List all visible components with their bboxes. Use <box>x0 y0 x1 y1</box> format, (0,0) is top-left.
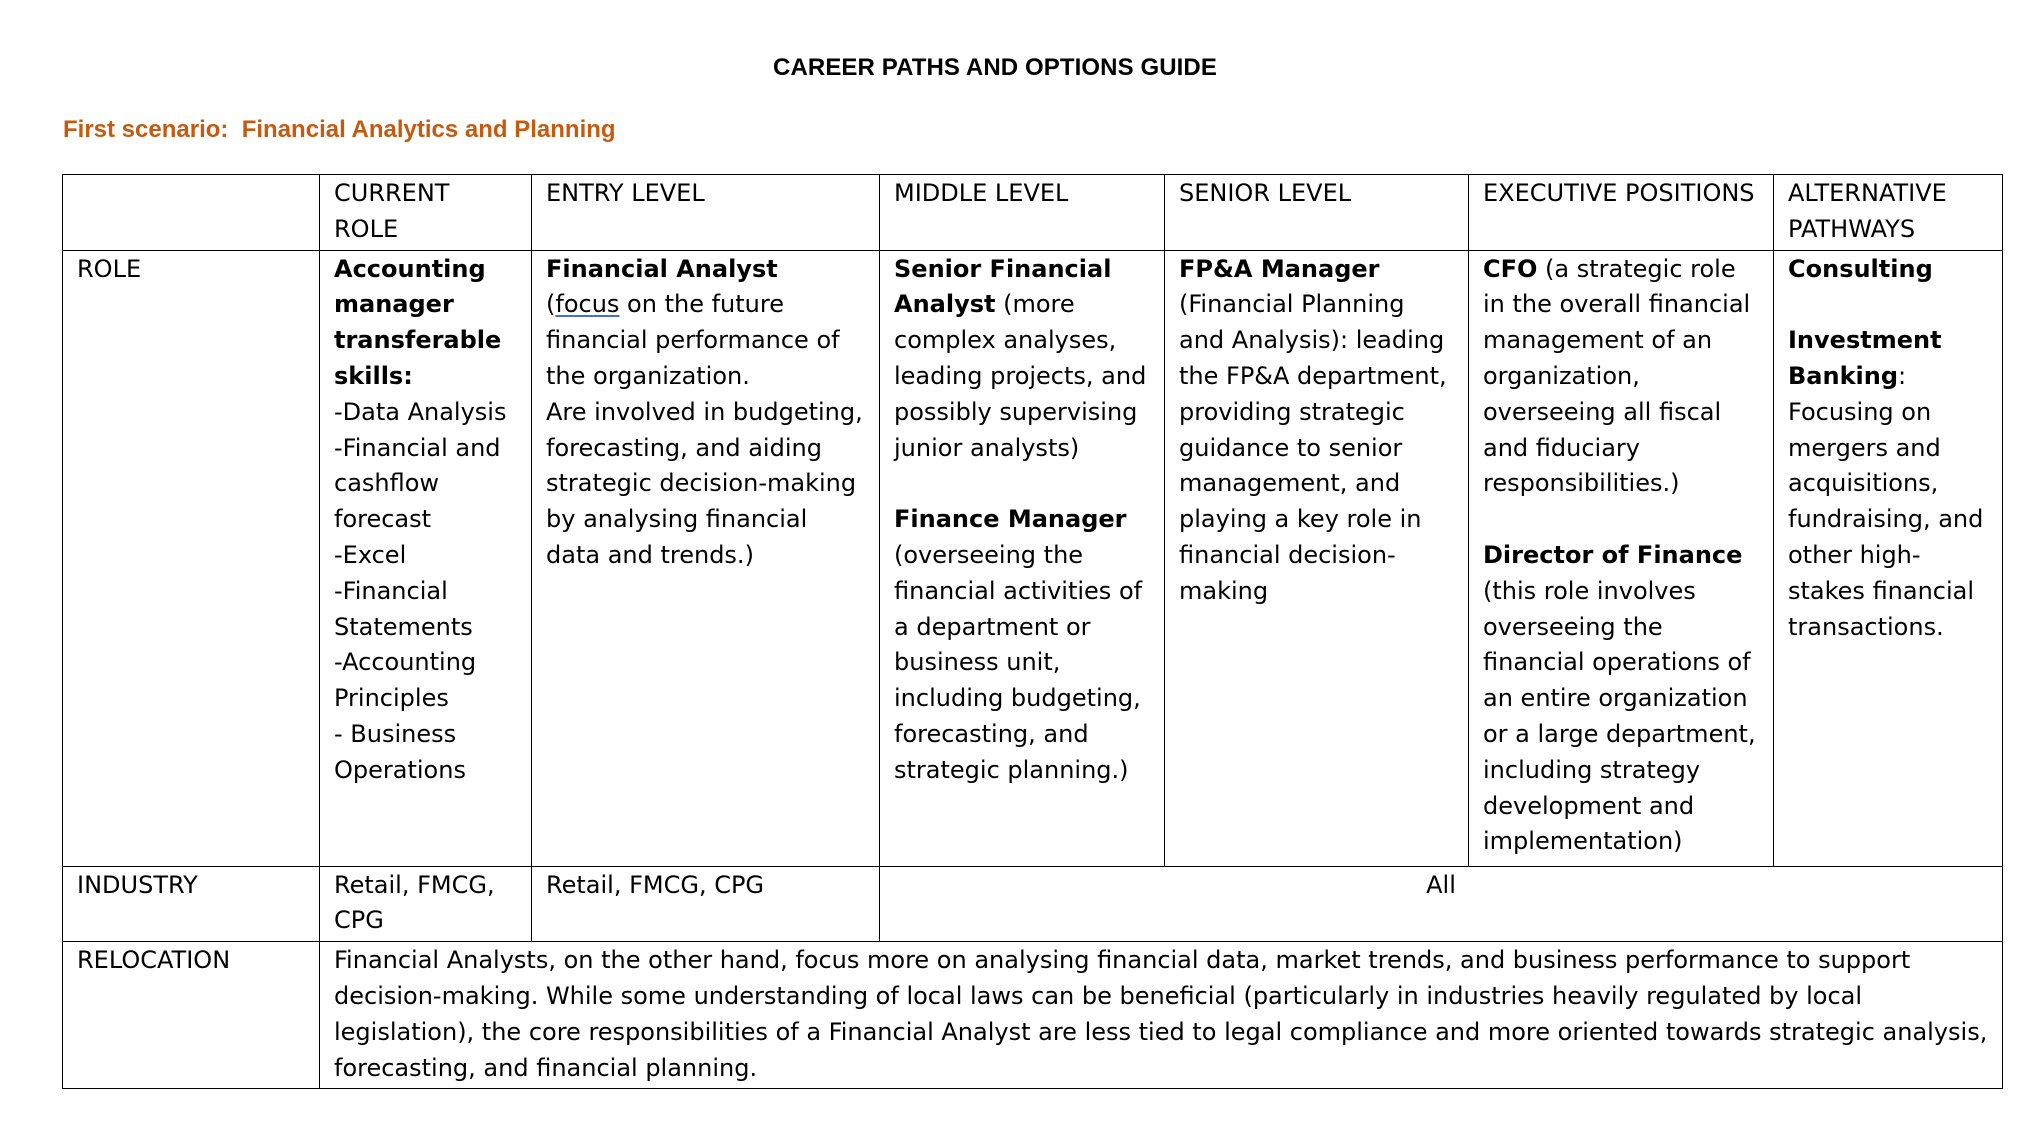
alternative-role-2 <box>1788 323 1988 645</box>
role-row-label: ROLE <box>63 250 320 866</box>
role-alternative-cell <box>1774 250 2003 866</box>
header-row <box>63 175 2003 251</box>
header-middle-level: MIDDLE LEVEL <box>880 175 1165 251</box>
skill-item: -Financial and cashflow forecast <box>334 433 501 534</box>
role-entry-cell <box>532 250 880 866</box>
header-executive-positions: EXECUTIVE POSITIONS <box>1469 175 1774 251</box>
industry-entry-cell: Retail, FMCG, CPG <box>532 866 880 942</box>
paragraph-gap <box>1483 502 1759 538</box>
entry-role-title: Financial Analyst <box>546 254 778 283</box>
skill-item: -Excel <box>334 540 407 569</box>
header-alternative-pathways: ALTERNATIVE PATHWAYS <box>1774 175 2003 251</box>
alternative-role-1-title: Consulting <box>1788 254 1933 283</box>
alternative-role-2-text: Focusing on mergers and acquisitions, fundraising, and other high-stakes financial transactions. <box>1788 397 1984 641</box>
executive-role-1-text: (a strategic role in the overall financial management of an organization, overseeing all fiscal and fiduciary responsibilities.) <box>1483 254 1751 498</box>
role-senior-cell <box>1165 250 1469 866</box>
industry-current-cell: Retail, FMCG, CPG <box>320 866 532 942</box>
industry-row <box>63 866 2003 942</box>
alternative-colon: : <box>1898 361 1907 390</box>
header-entry-level: ENTRY LEVEL <box>532 175 880 251</box>
scenario-heading: First scenario: Financial Analytics and Planning <box>63 116 616 143</box>
role-current-cell <box>320 250 532 866</box>
relocation-row <box>63 942 2003 1089</box>
entry-text-1: on the future financial performance of the organization. <box>546 290 840 390</box>
paragraph-gap <box>894 466 1150 502</box>
entry-text-2: Are involved in budgeting, forecasting, and aiding strategic decision-making by analysing financial data and trends.) <box>546 397 863 569</box>
focus-word: focus <box>555 290 620 319</box>
middle-role-2-text: (overseeing the financial activities of a department or business unit, including budgeting, forecasting, and strategic planning.) <box>894 540 1143 784</box>
paragraph-gap <box>1788 287 1988 323</box>
skill-item: -Accounting Principles <box>334 648 477 713</box>
executive-role-1-title: CFO <box>1483 254 1538 283</box>
executive-role-1 <box>1483 252 1759 503</box>
current-role-title: Accounting manager transferable skills: <box>334 254 502 390</box>
career-paths-table <box>62 174 2003 1089</box>
industry-all-cell: All <box>880 866 2003 942</box>
middle-role-1-title: Senior Financial Analyst <box>894 254 1112 319</box>
role-middle-cell <box>880 250 1165 866</box>
skill-item: - Business Operations <box>334 719 466 784</box>
executive-role-2-text: (this role involves overseeing the financial operations of an entire organization or a large department, including strategy development and implementation) <box>1483 576 1756 856</box>
middle-role-1 <box>894 252 1150 467</box>
document-title: CAREER PATHS AND OPTIONS GUIDE <box>773 54 1217 81</box>
senior-role-text: (Financial Planning and Analysis): leading the FP&A department, providing strategic guidance to senior management, and playing a key role in financial decision-making <box>1179 290 1447 605</box>
entry-role-description <box>546 287 865 394</box>
executive-role-2-title: Director of Finance <box>1483 540 1743 569</box>
senior-role-title: FP&A Manager <box>1179 254 1380 283</box>
header-cell-empty <box>63 175 320 251</box>
relocation-row-label: RELOCATION <box>63 942 320 1089</box>
role-executive-cell <box>1469 250 1774 866</box>
industry-row-label: INDUSTRY <box>63 866 320 942</box>
open-paren: ( <box>546 290 556 319</box>
header-current-role: CURRENT ROLE <box>320 175 532 251</box>
role-row <box>63 250 2003 866</box>
skill-item: -Data Analysis <box>334 397 507 426</box>
skill-item: -Financial Statements <box>334 576 473 641</box>
middle-role-1-text: (more complex analyses, leading projects, and possibly supervising junior analysts) <box>894 290 1147 462</box>
relocation-text-cell: Financial Analysts, on the other hand, focus more on analysing financial data, market trends, and business performance to support decision-making. While some understanding of local laws can be beneficial (particularly in industries heavily regulated by local legislation), the core responsibilities of a Financial Analyst are less tied to legal compliance and more oriented towards strategic analysis, forecasting, and financial planning. <box>320 942 2003 1089</box>
middle-role-2-title: Finance Manager <box>894 505 1127 534</box>
alternative-role-2-title: Investment Banking <box>1788 326 1942 390</box>
header-senior-level: SENIOR LEVEL <box>1165 175 1469 251</box>
